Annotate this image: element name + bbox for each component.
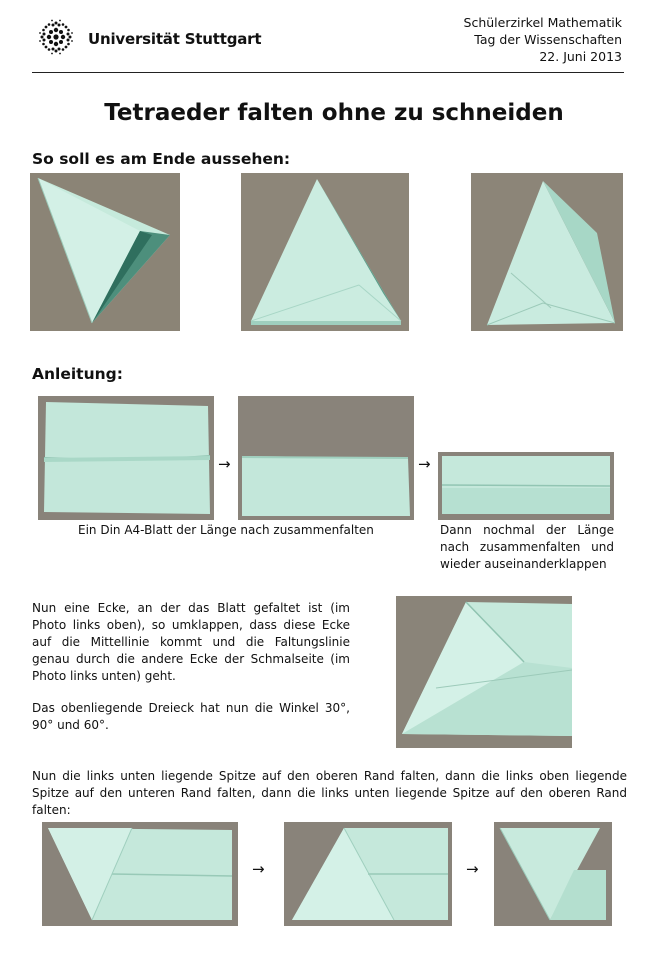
arrow-4: →: [466, 860, 479, 878]
paragraph-next-folds: Nun die links unten liegende Spitze auf den oberen Rand falten, dann die links oben liegende Spitze auf den unteren Rand falten, dann die links unten liegende Spitze auf den oberen Rand falten:: [32, 769, 627, 817]
header-divider: [32, 72, 624, 73]
section-heading-instructions: Anleitung:: [32, 365, 123, 383]
university-logo-icon: [36, 17, 76, 57]
university-name: Universität Stuttgart: [88, 30, 262, 48]
arrow-3: →: [252, 860, 265, 878]
photo-step-1: [38, 396, 214, 520]
photo-step-3: [438, 452, 614, 520]
photo-step-7: [494, 822, 612, 926]
arrow-2: →: [418, 455, 431, 473]
photo-step-2: [238, 396, 414, 520]
paragraph-angles: Das obenliegende Dreieck hat nun die Winkel 30°, 90° und 60°.: [32, 701, 350, 732]
caption-step-1: Ein Din A4-Blatt der Länge nach zusammenfalten: [78, 523, 374, 537]
header-info: [464, 14, 622, 65]
arrow-1: →: [218, 455, 231, 473]
header-line-2: Tag der Wissenschaften: [474, 32, 622, 47]
photo-result-angle: [471, 173, 623, 331]
photo-step-5: [42, 822, 238, 926]
header-line-1: Schülerzirkel Mathematik: [463, 15, 622, 30]
page-title: Tetraeder falten ohne zu schneiden: [104, 100, 564, 126]
photo-step-6: [284, 822, 452, 926]
photo-result-side: [30, 173, 180, 331]
photo-step-4: [396, 596, 572, 748]
header-line-3: 22. Juni 2013: [539, 49, 622, 64]
photo-result-front: [241, 173, 409, 331]
caption-step-3: Dann nochmal der Länge nach zusammenfalten und wieder auseinanderklappen: [440, 523, 614, 571]
paragraph-fold-corner: Nun eine Ecke, an der das Blatt gefaltet ist (im Photo links oben), so umklappen, dass diese Ecke auf die Mittellinie kommt und die Faltungslinie genau durch die andere Ecke der Schmalseite (im Photo links unten) geht.: [32, 601, 350, 683]
section-heading-result: So soll es am Ende aussehen:: [32, 150, 291, 168]
